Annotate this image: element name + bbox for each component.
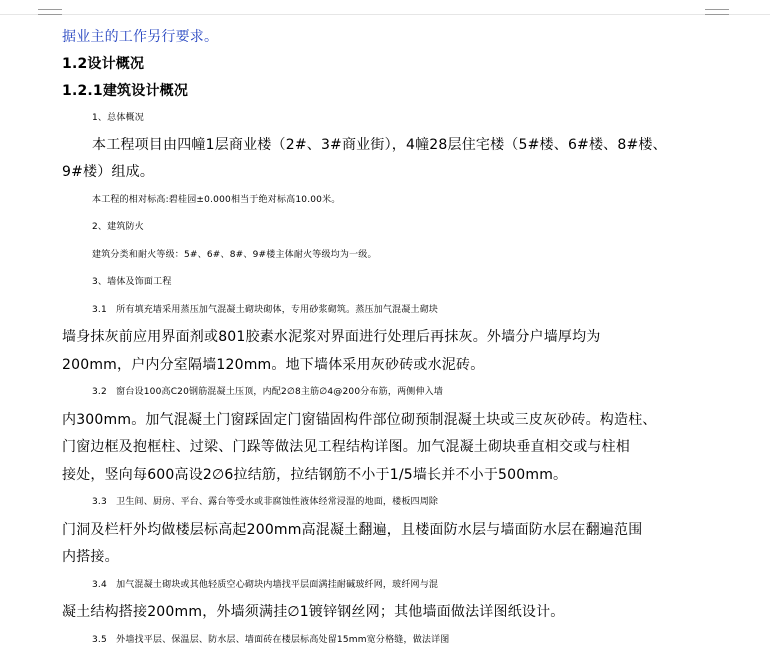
paragraph-line: 墙身抹灰前应用界面剂或801胶素水泥浆对界面进行处理后再抹灰。外墙分户墙厚均为 [62, 329, 601, 345]
paragraph-line: 门洞及栏杆外均做楼层标高起200mm高混凝土翻遍，且楼面防水层与墙面防水层在翻遍范围 [62, 522, 643, 538]
subsection-heading: 1.2.1建筑设计概况 [62, 83, 189, 99]
item-heading: 1、总体概况 [92, 113, 144, 123]
section-heading: 1.2设计概况 [62, 56, 145, 72]
paragraph-line: 接处，竖向每600高设2∅6拉结筋，拉结钢筋不小于1/5墙长并不小于500mm。 [62, 467, 568, 483]
paragraph-line: 3.1 所有填充墙采用蒸压加气混凝土砌块砌体，专用砂浆砌筑。蒸压加气混凝土砌块 [92, 305, 439, 315]
paragraph-line: 200mm，户内分室隔墙120mm。地下墙体采用灰砂砖或水泥砖。 [62, 357, 485, 373]
paragraph-line: 门窗边框及抱框柱、过梁、门跺等做法见工程结构详图。加气混凝土砌块垂直相交或与柱相 [62, 439, 630, 455]
text-line-continued: 据业主的工作另行要求。 [62, 29, 219, 45]
paragraph-line: 3.5 外墙找平层、保温层、防水层、墙面砖在楼层标高处留15mm宽分格缝，做法详图 [92, 635, 450, 645]
item-heading: 2、建筑防火 [92, 222, 144, 232]
paragraph-line: 3.3 卫生间、厨房、平台、露台等受水或非腐蚀性液体经常浸湿的地面，楼板四周除 [92, 497, 439, 507]
paragraph-line: 内搭接。 [62, 549, 119, 565]
paragraph-line: 3.2 窗台设100高C20钢筋混凝土压顶，内配2∅8主筋∅4@200分布筋，两侧伸入墙 [92, 387, 444, 397]
paragraph-line: 本工程的相对标高:碧桂园±0.000相当于绝对标高10.00米。 [92, 195, 341, 205]
paragraph-line: 本工程项目由四幢1层商业楼（2#、3#商业街），4幢28层住宅楼（5#楼、6#楼、8#楼、 [92, 137, 667, 153]
paragraph-line: 9#楼）组成。 [62, 164, 155, 180]
item-heading: 3、墙体及饰面工程 [92, 277, 172, 287]
paragraph-line: 凝土结构搭接200mm，外墙须满挂∅1镀锌钢丝网；其他墙面做法详图纸设计。 [62, 604, 565, 620]
paragraph-line: 内300mm。加气混凝土门窗踩固定门窗锚固构件部位砌预制混凝土块或三皮灰砂砖。构造柱、 [62, 412, 657, 428]
paragraph-line: 3.4 加气混凝土砌块或其他轻质空心砌块内墙找平层面满挂耐碱玻纤网，玻纤网与混 [92, 580, 439, 590]
paragraph-line: 建筑分类和耐火等级：5#、6#、8#、9#楼主体耐火等级均为一级。 [92, 250, 377, 260]
